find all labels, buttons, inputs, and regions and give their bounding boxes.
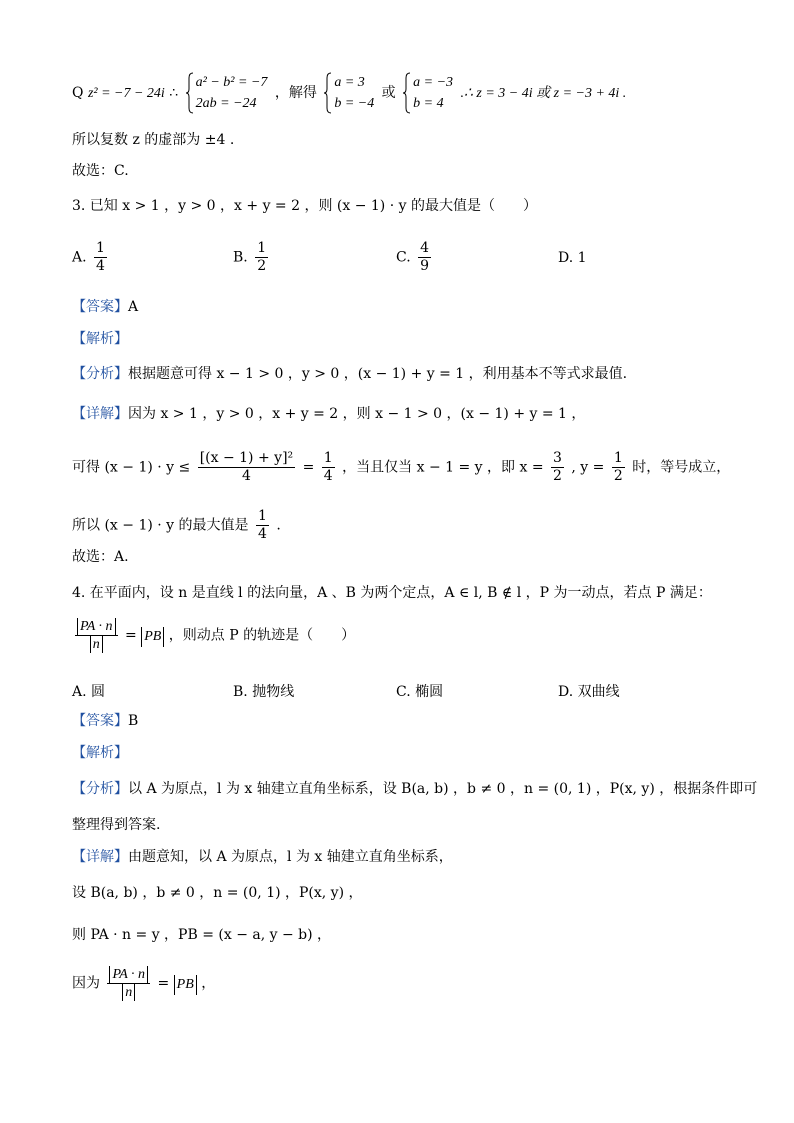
answer-tag: 【答案】 — [72, 299, 128, 315]
question-3-select: 故选：A. — [72, 549, 129, 565]
question-4-option-a: A. 圆 — [72, 684, 106, 700]
fraction-denominator: 4 — [96, 258, 105, 274]
fraction-numerator: 1 — [257, 240, 267, 256]
equation-z-squared: z² = −7 − 24i — [87, 86, 165, 101]
derivation-prefix: 可得 (x − 1) · y ≤ — [72, 459, 191, 476]
fenxi-tag: 【分析】 — [72, 366, 128, 382]
option-b-fraction — [255, 240, 268, 275]
solution-line-equations — [72, 72, 626, 114]
question-3-option-c — [396, 240, 434, 275]
answer-value: B — [128, 713, 139, 729]
analysis-tag: 【解析】 — [72, 745, 128, 761]
question-3-answer — [72, 297, 138, 317]
system-3-row-1: a = −3 — [413, 75, 454, 90]
question-4-stem: 4. 在平面内，设 n 是直线 l 的法向量，A 、B 为两个定点，A ∈ l, B ∉ l ，P 为一动点，若点 P 满足： — [72, 585, 712, 601]
text-or: 或 — [381, 85, 396, 101]
fraction-numerator: [(x − 1) + y]² — [199, 450, 294, 466]
fraction-numerator: 4 — [420, 240, 430, 256]
xiangjie-text: 由题意知，以 A 为原点，l 为 x 轴建立直角坐标系， — [128, 849, 453, 865]
because-fraction — [107, 966, 150, 1001]
question-4-because — [72, 966, 215, 1001]
fraction-numerator: 1 — [323, 450, 333, 466]
abs-pb: PB — [174, 975, 197, 995]
analysis-tag: 【解析】 — [72, 331, 128, 347]
therefore-symbol: ∴ — [169, 85, 179, 101]
question-4-analysis-heading — [72, 743, 128, 763]
option-a-label: A. — [72, 249, 87, 266]
fraction-numerator: 1 — [96, 240, 105, 256]
fraction-denominator: 2 — [553, 468, 562, 484]
question-4-option-b: B. 抛物线 — [233, 684, 295, 700]
answer-tag: 【答案】 — [72, 713, 128, 729]
fraction-denominator: 4 — [241, 468, 251, 484]
condition-fraction — [75, 618, 118, 653]
option-c-fraction — [418, 240, 431, 275]
brace-icon — [403, 72, 411, 114]
question-3-option-a — [72, 240, 110, 275]
system-2-row-1: a = 3 — [334, 75, 365, 90]
question-3-conclusion — [72, 508, 281, 543]
fraction-denominator: 2 — [257, 258, 267, 274]
option-b-label: B. — [233, 249, 248, 266]
text-select-c: 故选：C. — [72, 163, 129, 179]
equals-sign: = — [302, 459, 315, 476]
question-3-xiangjie — [72, 404, 585, 424]
condition-tail: ，则动点 P 的轨迹是（ ） — [168, 627, 356, 644]
because-prefix: 因为 — [72, 975, 100, 992]
system-2-row-2: b = −4 — [334, 96, 375, 111]
equation-system-3 — [403, 72, 453, 114]
derivation-tail: 时，等号成立， — [632, 459, 731, 476]
question-3-derivation — [72, 450, 730, 485]
derivation-fraction-2 — [322, 450, 335, 485]
xiangjie-text: 因为 x > 1 ，y > 0 ，x + y = 2 ，则 x − 1 > 0 ，(x − 1) + y = 1 ， — [128, 406, 586, 422]
question-4-condition — [72, 618, 355, 653]
fraction-denominator — [107, 984, 150, 1001]
fraction-denominator — [75, 636, 118, 653]
system-1-row-2: 2ab = −24 — [195, 96, 257, 111]
abs-n: n — [122, 984, 135, 1001]
question-4-vectors: 则 PA · n = y ，PB = (x − a, y − b) ， — [72, 927, 332, 943]
xiangjie-tag: 【详解】 — [72, 849, 128, 865]
fraction-numerator — [75, 618, 118, 636]
question-4-option-c: C. 椭圆 — [396, 684, 444, 700]
system-3-row-2: b = 4 — [413, 96, 444, 111]
because-tail: ， — [201, 975, 216, 992]
system-1-row-1: a² − b² = −7 — [195, 75, 268, 90]
question-4-answer — [72, 711, 138, 731]
question-3-option-b — [233, 240, 271, 275]
xiangjie-tag: 【详解】 — [72, 406, 128, 422]
fenxi-text: 根据题意可得 x − 1 > 0 ，y > 0 ，(x − 1) + y = 1 ，利用基本不等式求最值. — [128, 366, 628, 382]
abs-pa-dot-n: PA · n — [77, 618, 116, 635]
brace-icon — [186, 72, 194, 114]
abs-n: n — [90, 636, 103, 653]
fraction-denominator: 9 — [420, 258, 430, 274]
derivation-fraction-4 — [612, 450, 625, 485]
equation-system-2 — [324, 72, 374, 114]
derivation-comma: , y = — [571, 459, 605, 476]
question-3-option-d: D. 1 — [558, 250, 587, 266]
derivation-condition: ，当且仅当 x − 1 = y ，即 x = — [342, 459, 544, 476]
conclusion-tail: . — [276, 517, 281, 534]
conclusion-prefix: 所以 (x − 1) · y 的最大值是 — [72, 517, 249, 534]
question-4-fenxi-cont: 整理得到答案. — [72, 817, 161, 833]
conclusion-fraction — [256, 508, 269, 543]
fraction-denominator: 2 — [613, 468, 623, 484]
fraction-numerator: 1 — [613, 450, 623, 466]
fenxi-text: 以 A 为原点，l 为 x 轴建立直角坐标系，设 B(a, b) ，b ≠ 0 ，n = (0, 1) ，P(x, y) ，根据条件即可 — [128, 781, 758, 797]
question-4-fenxi — [72, 779, 757, 799]
equals-sign: = — [157, 975, 170, 992]
text-imag-part: 所以复数 z 的虚部为 ±4 . — [72, 132, 235, 148]
option-c-label: C. — [396, 249, 411, 266]
derivation-fraction-3 — [551, 450, 564, 485]
question-4-option-d: D. 双曲线 — [558, 684, 620, 700]
brace-icon — [324, 72, 332, 114]
abs-pb: PB — [141, 627, 164, 647]
fraction-numerator — [107, 966, 150, 984]
fraction-numerator: 1 — [257, 508, 267, 524]
equals-sign: = — [125, 627, 137, 644]
option-a-fraction — [94, 240, 107, 275]
equation-result: .∴ z = 3 − 4i 或 z = −3 + 4i . — [460, 86, 627, 101]
question-4-setup: 设 B(a, b) ，b ≠ 0 ，n = (0, 1) ，P(x, y) ， — [72, 885, 363, 901]
text-solve: ，解得 — [274, 85, 317, 101]
question-4-xiangjie — [72, 847, 453, 867]
answer-value: A — [128, 299, 139, 315]
fraction-denominator: 4 — [323, 468, 333, 484]
derivation-fraction-1 — [198, 450, 295, 485]
question-3-fenxi — [72, 364, 627, 384]
symbol-q: Q — [72, 85, 84, 101]
question-3-stem: 3. 已知 x > 1 ，y > 0 ，x + y = 2 ，则 (x − 1) · y 的最大值是（ ） — [72, 198, 537, 214]
abs-pa-dot-n: PA · n — [109, 966, 148, 983]
fraction-denominator: 4 — [257, 526, 267, 542]
fraction-numerator: 3 — [553, 450, 562, 466]
fenxi-tag: 【分析】 — [72, 781, 128, 797]
question-3-analysis-heading — [72, 329, 128, 349]
equation-system-1 — [186, 72, 268, 114]
